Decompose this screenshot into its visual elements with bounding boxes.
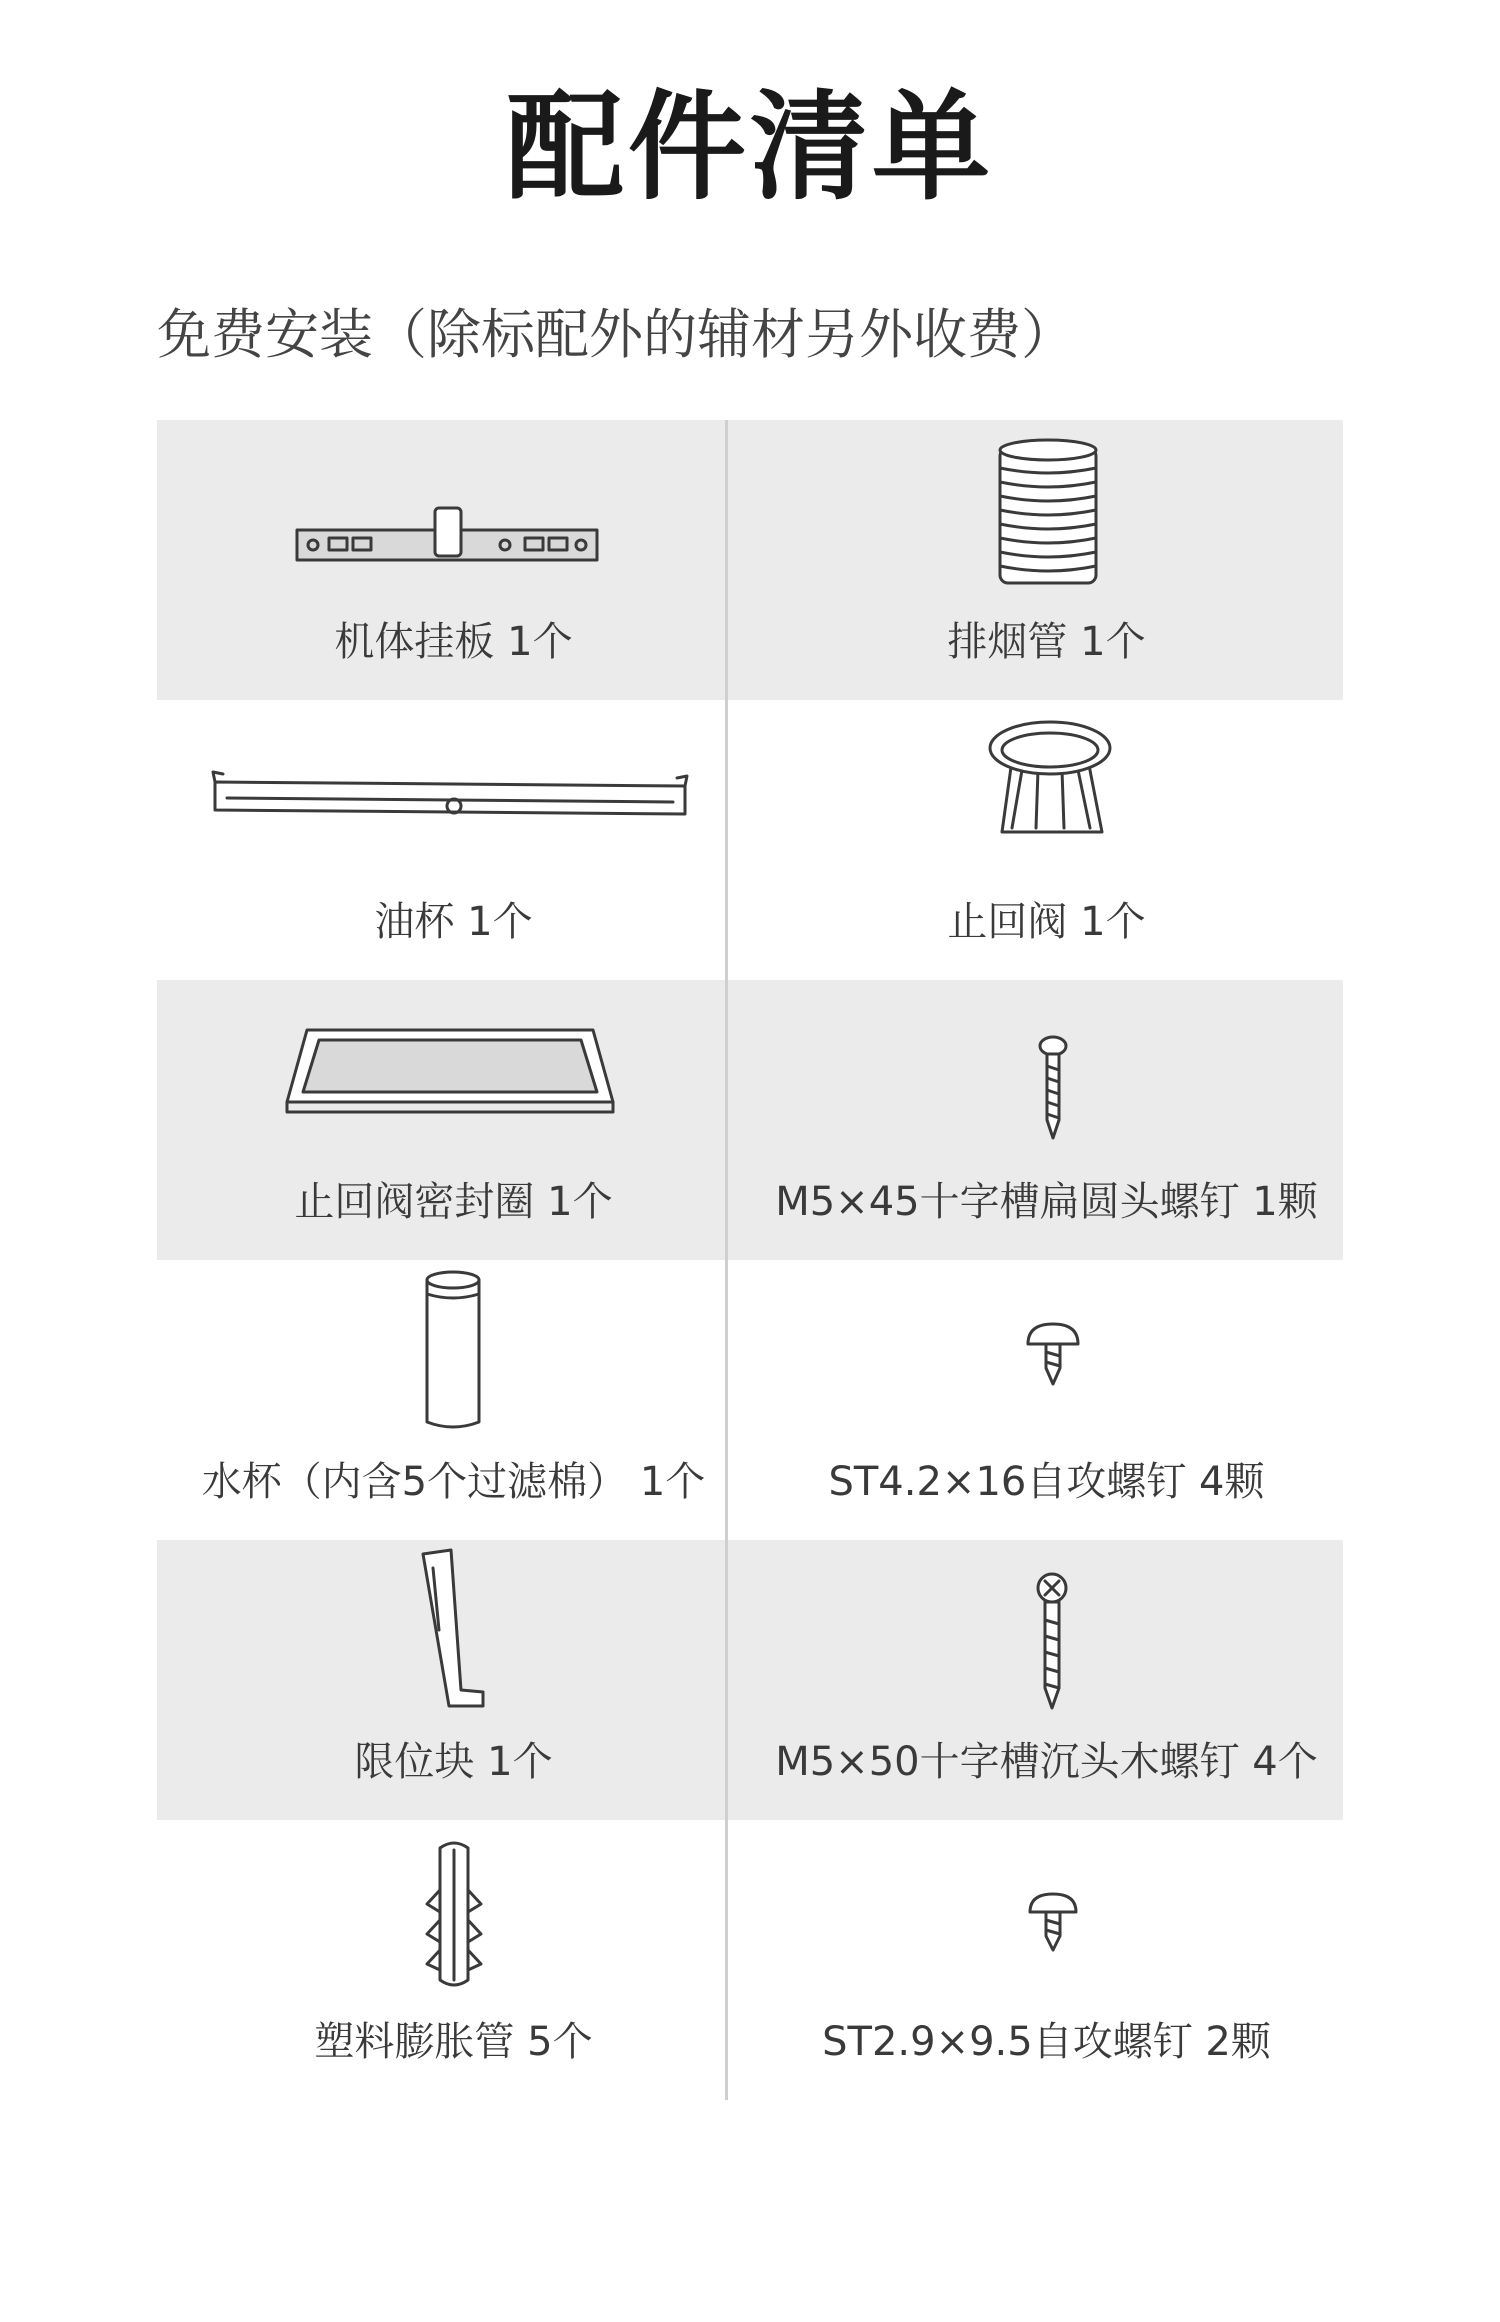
accessory-label: M5×45十字槽扁圆头螺钉 1颗 <box>775 1179 1318 1225</box>
accessory-item <box>157 420 750 700</box>
accessory-label: 机体挂板 1个 <box>334 619 573 665</box>
accessory-item <box>750 980 1343 1260</box>
accessory-label: ST2.9×9.5自攻螺钉 2颗 <box>822 2019 1271 2065</box>
exhaust-pipe-icon <box>750 420 1343 600</box>
check-valve-icon <box>750 700 1343 880</box>
accessory-label: ST4.2×16自攻螺钉 4颗 <box>828 1459 1265 1505</box>
water-cup-icon <box>157 1260 750 1440</box>
pan-head-screw-icon <box>750 980 1343 1160</box>
wood-screw-icon <box>750 1540 1343 1720</box>
accessory-item <box>157 1540 750 1820</box>
accessory-label: 止回阀密封圈 1个 <box>294 1179 613 1225</box>
page-title: 配件清单 <box>505 78 994 216</box>
expansion-anchor-icon <box>157 1820 750 2000</box>
accessory-item <box>750 700 1343 980</box>
small-tapping-screw-icon <box>750 1820 1343 2000</box>
page-subtitle: 免费安装（除标配外的辅材另外收费） <box>157 303 1075 366</box>
accessory-label: 限位块 1个 <box>354 1739 553 1785</box>
accessory-label: M5×50十字槽沉头木螺钉 4个 <box>775 1739 1318 1785</box>
accessory-row <box>157 420 1343 700</box>
accessory-item <box>157 700 750 980</box>
seal-ring-icon <box>157 980 750 1160</box>
accessory-label: 止回阀 1个 <box>947 899 1146 945</box>
accessory-label: 塑料膨胀管 5个 <box>314 2019 593 2065</box>
column-divider <box>725 420 728 2100</box>
accessory-item <box>157 980 750 1260</box>
tapping-screw-icon <box>750 1260 1343 1440</box>
accessory-row <box>157 1540 1343 1820</box>
accessory-item <box>750 420 1343 700</box>
accessory-label: 水杯（内含5个过滤棉） 1个 <box>201 1459 706 1505</box>
mounting-plate-icon <box>157 420 750 600</box>
accessory-item <box>750 1540 1343 1820</box>
accessory-label: 油杯 1个 <box>374 899 533 945</box>
accessory-grid <box>157 420 1343 2100</box>
limit-block-icon <box>157 1540 750 1720</box>
oil-cup-icon <box>157 700 750 880</box>
accessory-label: 排烟管 1个 <box>947 619 1146 665</box>
accessory-item <box>750 1260 1343 1540</box>
accessory-row <box>157 1260 1343 1540</box>
accessory-item <box>750 1820 1343 2100</box>
accessory-row <box>157 980 1343 1260</box>
accessory-row <box>157 1820 1343 2100</box>
accessory-item <box>157 1260 750 1540</box>
accessory-item <box>157 1820 750 2100</box>
accessory-row <box>157 700 1343 980</box>
